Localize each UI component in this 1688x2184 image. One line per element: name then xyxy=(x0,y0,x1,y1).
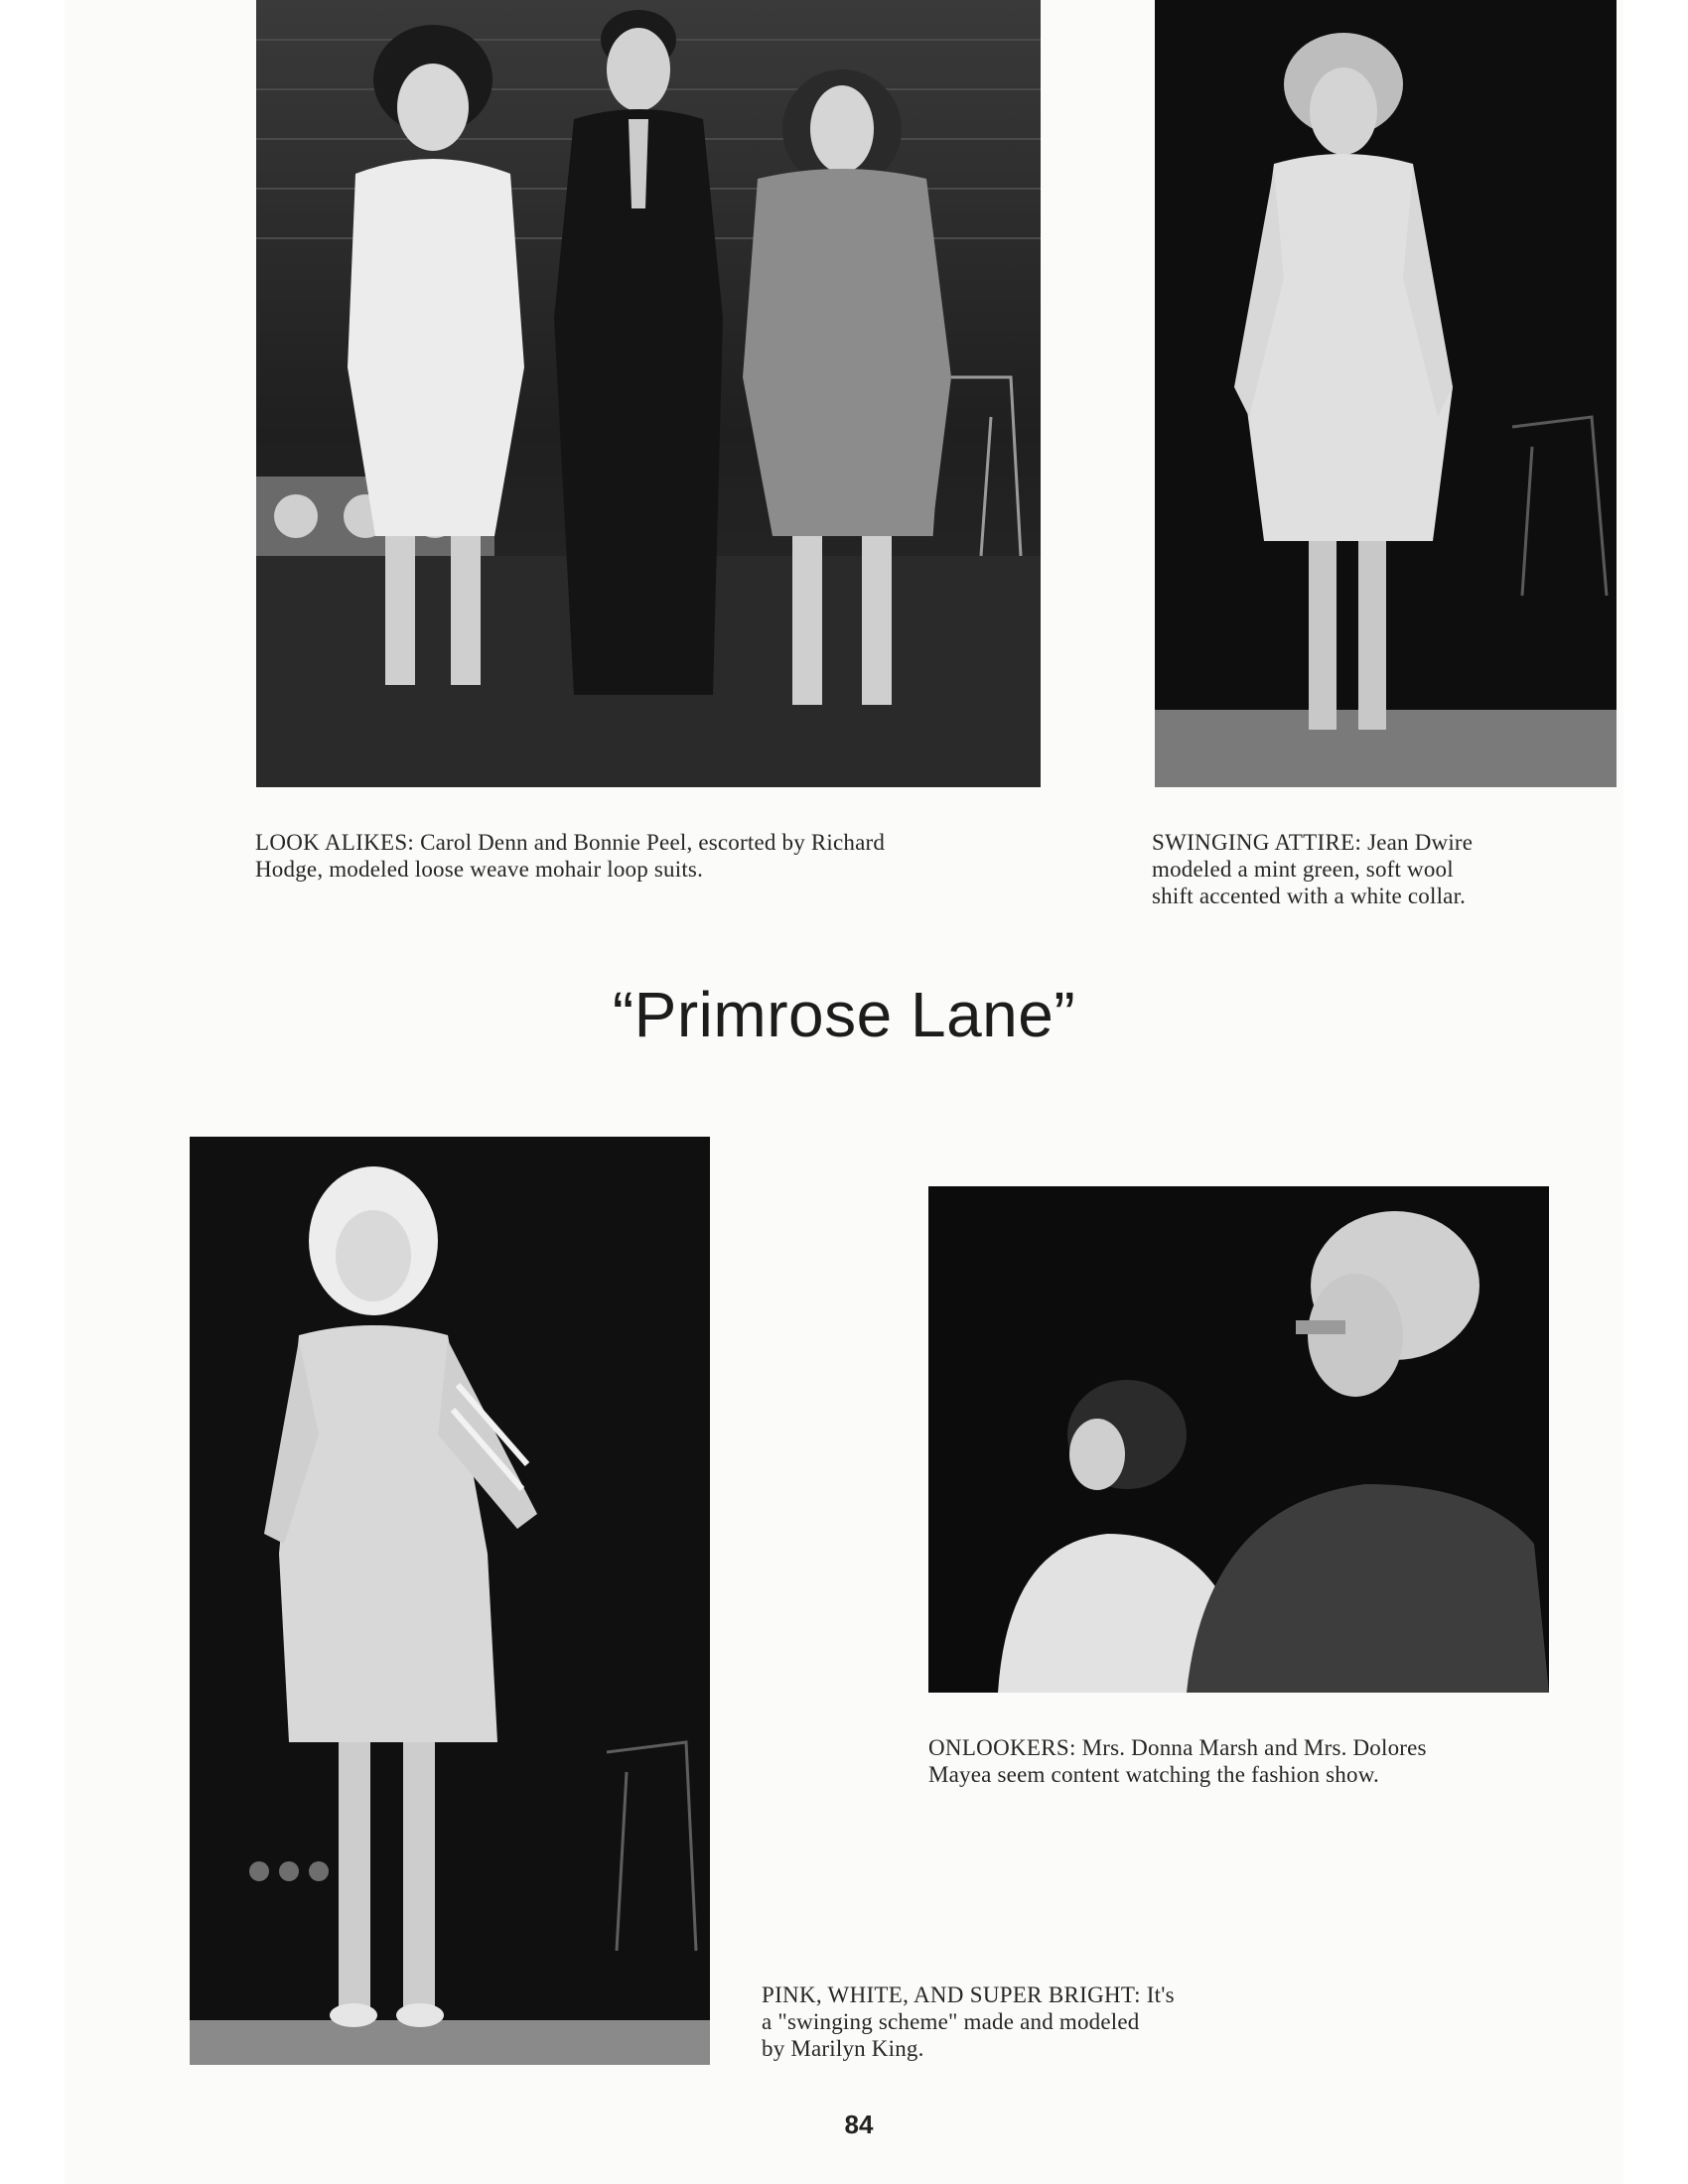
model-on-runway-icon xyxy=(190,1137,710,2065)
caption-text: Mayea seem content watching the fashion show. xyxy=(928,1762,1379,1787)
caption-pink-white xyxy=(762,1981,1278,2062)
caption-lead: PINK, WHITE, AND SUPER BRIGHT: xyxy=(762,1982,1141,2007)
caption-text: shift accented with a white collar. xyxy=(1152,884,1467,908)
caption-text: a "swinging scheme" made and modeled xyxy=(762,2009,1140,2034)
caption-text: It's xyxy=(1146,1982,1175,2007)
photo-onlookers xyxy=(928,1186,1549,1693)
photo-look-alikes xyxy=(256,0,1041,787)
caption-text: Hodge, modeled loose weave mohair loop suits. xyxy=(255,857,704,882)
caption-text: Jean Dwire xyxy=(1367,830,1474,855)
caption-lead: ONLOOKERS: xyxy=(928,1735,1076,1760)
caption-line xyxy=(1152,829,1628,856)
caption-swinging-attire xyxy=(1152,829,1628,909)
photo-pink-white xyxy=(190,1137,710,2065)
caption-text: modeled a mint green, soft wool xyxy=(1152,857,1454,882)
model-in-shift-dress-icon xyxy=(1155,0,1617,787)
caption-line xyxy=(762,1981,1278,2008)
caption-text: Mrs. Donna Marsh and Mrs. Dolores xyxy=(1081,1735,1427,1760)
page-number: 84 xyxy=(844,2110,874,2139)
caption-text: Carol Denn and Bonnie Peel, escorted by Richard xyxy=(420,830,886,855)
page-headline: “Primrose Lane” xyxy=(612,979,1076,1050)
caption-look-alikes xyxy=(255,829,1050,883)
caption-onlookers xyxy=(928,1734,1564,1788)
two-women-watching-icon xyxy=(928,1186,1549,1693)
caption-lead: LOOK ALIKES: xyxy=(255,830,415,855)
caption-lead: SWINGING ATTIRE: xyxy=(1152,830,1362,855)
caption-line xyxy=(928,1734,1564,1761)
caption-text: by Marilyn King. xyxy=(762,2036,924,2061)
caption-line xyxy=(255,829,1050,856)
photo-swinging-attire xyxy=(1155,0,1617,787)
three-models-walking-icon xyxy=(256,0,1041,787)
